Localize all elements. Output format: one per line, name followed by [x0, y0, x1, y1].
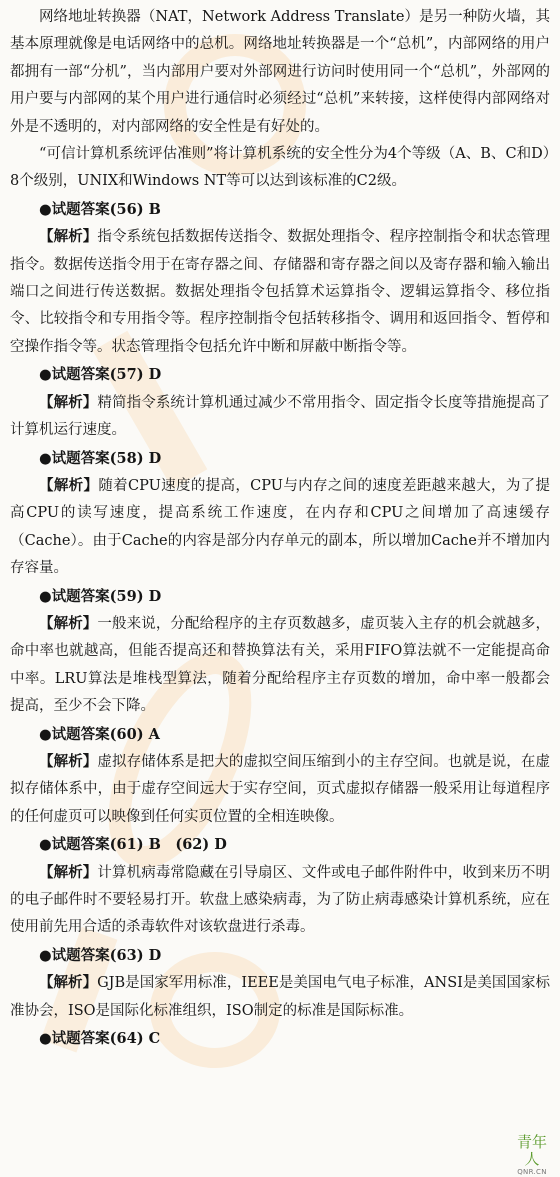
answer-value: (59) D — [109, 587, 162, 605]
analysis-57 — [10, 389, 550, 445]
answer-value: (60) A — [109, 725, 160, 743]
analysis-text: 虚拟存储体系是把大的虚拟空间压缩到小的主存空间。也就是说，在虚拟存储体系中，由于虚存空间远大于实存空间，页式虚拟存储器一般采用让每道程序的任何虚页可以映像到任何实页位置的全相连映像。 — [10, 753, 551, 825]
bullet-icon: ● — [39, 449, 52, 467]
answer-value: (64) C — [109, 1030, 161, 1048]
bullet-icon: ● — [39, 836, 52, 854]
analysis-label: 【解析】 — [39, 614, 98, 632]
answer-label: 试题答案 — [51, 587, 110, 605]
logo-url: QNR.CN — [517, 1168, 547, 1176]
answer-line-63 — [10, 942, 550, 969]
analysis-63 — [10, 969, 550, 1025]
analysis-label: 【解析】 — [39, 863, 98, 881]
analysis-61-62 — [10, 859, 550, 942]
answer-label: 试题答案 — [51, 366, 110, 384]
answer-line-57 — [10, 361, 550, 388]
bullet-icon: ● — [39, 1030, 52, 1048]
analysis-text: 随着CPU速度的提高，CPU与内存之间的速度差距越来越大，为了提高CPU的读写速度，提高系统工作速度，在内存和CPU之间增加了高速缓存（Cache）。由于Cache的内容是部分内存单元的副本，所以增加Cache并不增加内存容量。 — [10, 477, 550, 577]
analysis-56 — [10, 223, 550, 361]
answer-value: (61) B (62) D — [109, 836, 227, 854]
analysis-text: GJB是国家军用标准，IEEE是美国电气电子标准，ANSI是美国国家标准协会，ISO是国际化标准组织，ISO制定的标准是国际标准。 — [10, 975, 551, 1019]
analysis-label: 【解析】 — [39, 476, 99, 494]
logo-text: 青年人 — [516, 1133, 547, 1168]
analysis-58 — [10, 472, 550, 583]
analysis-label: 【解析】 — [39, 752, 98, 770]
answer-line-60 — [10, 721, 550, 748]
answer-value: (57) D — [109, 366, 162, 384]
answer-line-58 — [10, 445, 550, 472]
answer-label: 试题答案 — [51, 449, 110, 467]
analysis-label: 【解析】 — [39, 974, 98, 992]
paragraph-nat: 网络地址转换器（NAT，Network Address Translate）是另一种防火墙，其基本原理就像是电话网络中的总机。网络地址转换器是一个“总机”，内部网络的用户都拥有一部“分机”，当内部用户要对外部网进行访问时使用同一个“总机”，外部网的用户要与内部网的某个用户进行通信时必须经过“总机”来转接，这样使得内部网络对外是不透明的，对内部网络的安全性是有好处的。 — [10, 9, 550, 135]
analysis-60 — [10, 748, 550, 831]
analysis-text: 计算机病毒常隐藏在引导扇区、文件或电子邮件附件中，收到来历不明的电子邮件时不要轻易打开。软盘上感染病毒，为了防止病毒感染计算机系统，应在使用前先用合适的杀毒软件对该软盘进行杀毒。 — [10, 864, 551, 936]
answer-value: (63) D — [109, 946, 162, 964]
document-body — [10, 4, 550, 1052]
analysis-text: 一般来说，分配给程序的主存页数越多，虚页装入主存的机会就越多，命中率也就越高，但能否提高还和替换算法有关，采用FIFO算法就不一定能提高命中率。LRU算法是堆栈型算法，随着分配给程序主存页数的增加，命中率一般都会提高，至少不会下降。 — [10, 615, 551, 715]
answer-label: 试题答案 — [51, 836, 110, 854]
bullet-icon: ● — [39, 587, 52, 605]
analysis-label: 【解析】 — [39, 228, 98, 246]
answer-value: (58) D — [109, 449, 162, 467]
analysis-text: 指令系统包括数据传送指令、数据处理指令、程序控制指令和状态管理指令。数据传送指令用于在寄存器之间、存储器和寄存器之间以及寄存器和输入输出端口之间进行传送数据。数据处理指令包括算术运算指令、逻辑运算指令、移位指令、比较指令和专用指令等。程序控制指令包括转移指令、调用和返回指令、暂停和空操作指令等。状态管理指令包括允许中断和屏蔽中断指令等。 — [10, 229, 551, 355]
answer-line-64 — [10, 1025, 550, 1052]
answer-line-61-62 — [10, 831, 550, 858]
bullet-icon: ● — [39, 725, 52, 743]
answer-value: (56) B — [109, 200, 161, 218]
analysis-text: 精简指令系统计算机通过减少不常用指令、固定指令长度等措施提高了计算机运行速度。 — [10, 394, 551, 439]
analysis-59 — [10, 610, 550, 721]
answer-label: 试题答案 — [51, 946, 110, 964]
analysis-label: 【解析】 — [39, 393, 98, 411]
paragraph-security-levels: “可信计算机系统评估准则”将计算机系统的安全性分为4个等级（A、B、C和D）8个级别，UNIX和Windows NT等可以达到该标准的C2级。 — [10, 146, 550, 190]
answer-line-59 — [10, 583, 550, 610]
answer-line-56 — [10, 196, 550, 223]
bullet-icon: ● — [39, 200, 52, 218]
bullet-icon: ● — [39, 946, 52, 964]
answer-label: 试题答案 — [51, 200, 110, 218]
answer-label: 试题答案 — [51, 725, 110, 743]
answer-label: 试题答案 — [51, 1030, 110, 1048]
bullet-icon: ● — [39, 366, 52, 384]
site-logo — [510, 1133, 554, 1176]
